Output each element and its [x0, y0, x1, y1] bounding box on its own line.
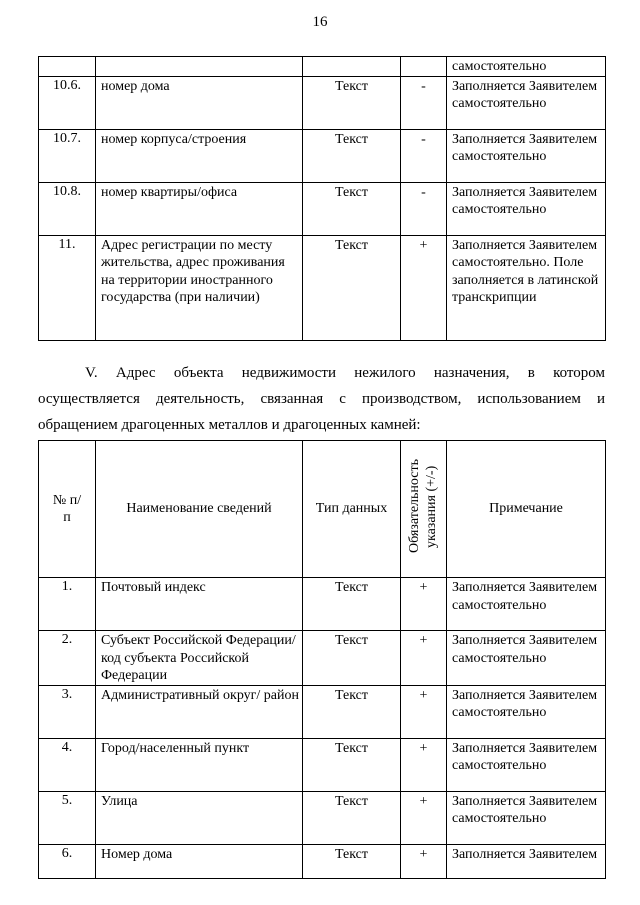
section-line-3: обращением драгоценных металлов и драгоценных камней: [38, 417, 421, 433]
table-row [39, 578, 606, 631]
row-field-name: Улица [96, 791, 303, 844]
row-number: 5. [39, 791, 96, 844]
row-note: Заполняется Заявителем самостоятельно [447, 182, 606, 235]
row-number: 10.8. [39, 182, 96, 235]
row-field-name: Субъект Российской Федерации/код субъекта Российской Федерации [96, 631, 303, 686]
header-num: № п/п [39, 441, 96, 578]
row-data-type: Текст [303, 738, 401, 791]
table-row [39, 631, 606, 686]
row-field-name: Адрес регистрации по месту жительства, адрес проживания на территории иностранного государства (при наличии) [96, 235, 303, 340]
table-row [39, 57, 606, 77]
section-line-2: осуществляется деятельность, связанная с производством, использованием и [38, 391, 605, 407]
row-note: Заполняется Заявителем самостоятельно [447, 738, 606, 791]
property-address-table [38, 440, 606, 879]
row-required-flag: + [401, 235, 447, 340]
row-note: Заполняется Заявителем самостоятельно [447, 685, 606, 738]
row-field-name: номер корпуса/строения [96, 129, 303, 182]
row-data-type: Текст [303, 76, 401, 129]
row-required-flag: + [401, 685, 447, 738]
table-row [39, 791, 606, 844]
header-note: Примечание [447, 441, 606, 578]
row-field-name [96, 57, 303, 77]
page-number: 16 [312, 14, 328, 30]
row-note: Заполняется Заявителем самостоятельно [447, 76, 606, 129]
row-note: Заполняется Заявителем самостоятельно [447, 129, 606, 182]
table-row [39, 738, 606, 791]
row-data-type [303, 57, 401, 77]
row-field-name: номер квартиры/офиса [96, 182, 303, 235]
row-data-type: Текст [303, 235, 401, 340]
section-line-1: V. Адрес объекта недвижимости нежилого назначения, в котором [85, 365, 605, 381]
row-number: 2. [39, 631, 96, 686]
row-field-name: Номер дома [96, 844, 303, 878]
row-data-type: Текст [303, 685, 401, 738]
row-data-type: Текст [303, 129, 401, 182]
row-number: 4. [39, 738, 96, 791]
row-data-type: Текст [303, 578, 401, 631]
row-required-flag: + [401, 791, 447, 844]
row-number: 1. [39, 578, 96, 631]
table-row [39, 76, 606, 129]
row-required-flag: + [401, 631, 447, 686]
row-number: 11. [39, 235, 96, 340]
header-required: Обязательность указания (+/-) [401, 441, 447, 578]
row-field-name: Административный округ/ район [96, 685, 303, 738]
row-required-flag: + [401, 578, 447, 631]
row-number: 3. [39, 685, 96, 738]
row-data-type: Текст [303, 844, 401, 878]
row-required-flag: + [401, 844, 447, 878]
row-note: Заполняется Заявителем самостоятельно. Поле заполняется в латинской транскрипции [447, 235, 606, 340]
row-required-flag: - [401, 182, 447, 235]
row-note: Заполняется Заявителем самостоятельно [447, 631, 606, 686]
row-note: Заполняется Заявителем [447, 844, 606, 878]
table-row [39, 235, 606, 340]
row-number [39, 57, 96, 77]
row-required-flag: + [401, 738, 447, 791]
table-row [39, 685, 606, 738]
row-required-flag: - [401, 129, 447, 182]
row-required-flag [401, 57, 447, 77]
header-name: Наименование сведений [96, 441, 303, 578]
row-note: Заполняется Заявителем самостоятельно [447, 578, 606, 631]
row-note: Заполняется Заявителем самостоятельно [447, 791, 606, 844]
table-row [39, 129, 606, 182]
row-data-type: Текст [303, 791, 401, 844]
row-data-type: Текст [303, 182, 401, 235]
header-type: Тип данных [303, 441, 401, 578]
section-heading [38, 360, 605, 438]
row-data-type: Текст [303, 631, 401, 686]
row-field-name: Город/населенный пункт [96, 738, 303, 791]
table-row [39, 844, 606, 878]
row-number: 6. [39, 844, 96, 878]
row-field-name: номер дома [96, 76, 303, 129]
row-required-flag: - [401, 76, 447, 129]
requirements-table-continued [38, 56, 606, 341]
row-number: 10.6. [39, 76, 96, 129]
table-header-row [39, 441, 606, 578]
row-note: самостоятельно [447, 57, 606, 77]
row-number: 10.7. [39, 129, 96, 182]
row-field-name: Почтовый индекс [96, 578, 303, 631]
table-row [39, 182, 606, 235]
